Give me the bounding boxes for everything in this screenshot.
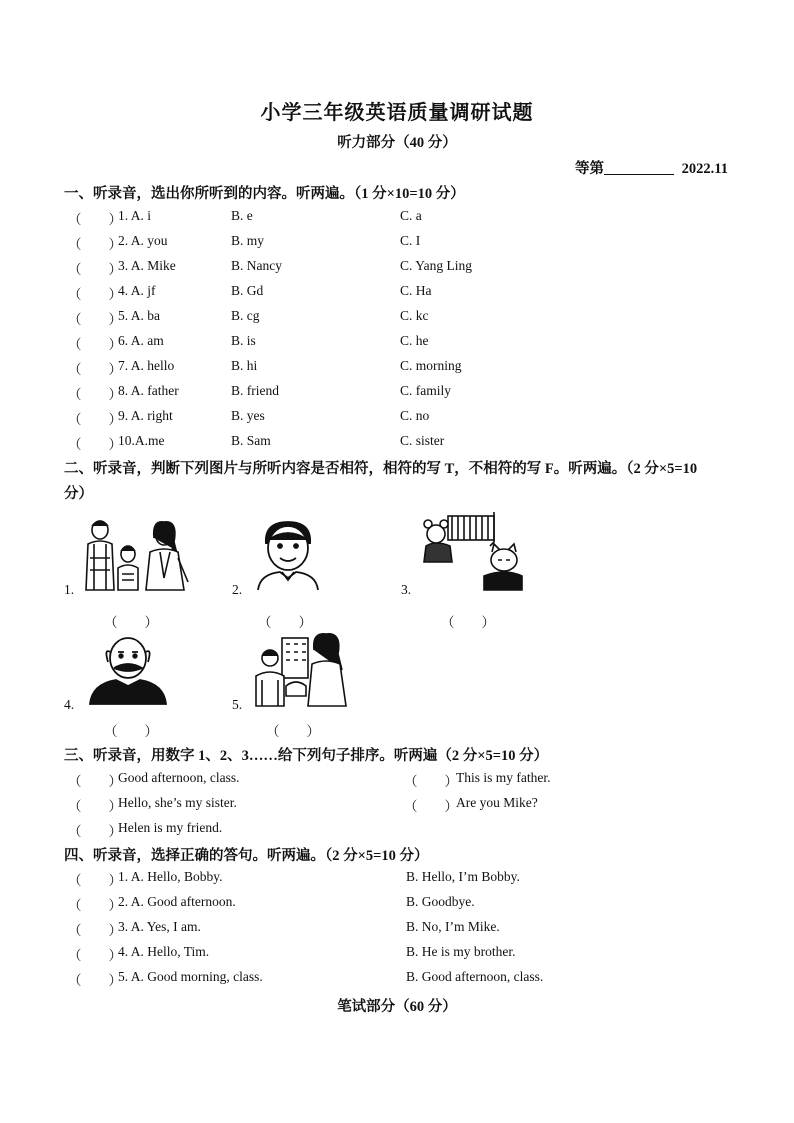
answer-paren[interactable]: （ ） [68,923,122,938]
written-part-heading: 笔试部分（60 分） [337,999,457,1015]
option-c: C. Ha [400,283,432,298]
option-a: 2. A. Good afternoon. [118,894,236,909]
grandfather-portrait-illustration [86,630,170,704]
section1-heading: 一、听录音，选出你所听到的内容。听两遍。（1 分×10=10 分） [64,186,465,202]
option-a: 4. A. Hello, Tim. [118,944,210,959]
animals-cartoon-illustration [420,512,524,592]
answer-paren[interactable]: （ ） [68,362,122,377]
option-a: 4. A. jf [118,283,156,298]
option-b: B. is [231,333,256,348]
listening-part-heading: 听力部分（40 分） [337,135,457,151]
two-people-city-illustration [254,630,350,706]
option-b: B. Good afternoon, class. [406,969,544,984]
sentence-text: Hello, she’s my sister. [118,795,237,810]
sentence-text: Good afternoon, class. [118,770,240,785]
section2-heading-line2: 分） [64,486,93,502]
answer-paren[interactable]: （ ） [68,387,122,402]
answer-paren[interactable]: （ ） [68,873,122,888]
sentence-text: Are you Mike? [456,795,538,810]
option-c: C. morning [400,358,462,373]
option-a: 7. A. hello [118,358,175,373]
sentence-text: This is my father. [456,770,551,785]
option-c: C. he [400,333,429,348]
picture-3-answer-paren[interactable]: （ ） [441,615,495,630]
option-b: B. yes [231,408,265,423]
picture-1-label: 1. [64,582,75,597]
option-b: B. friend [231,383,279,398]
answer-paren[interactable]: （ ） [68,437,122,452]
order-paren[interactable]: （ ） [68,824,122,839]
option-b: B. cg [231,308,260,323]
option-b: B. my [231,233,265,248]
answer-paren[interactable]: （ ） [68,262,122,277]
answer-paren[interactable]: （ ） [68,948,122,963]
answer-paren[interactable]: （ ） [68,412,122,427]
picture-5-answer-paren[interactable]: （ ） [266,724,320,739]
option-c: C. I [400,233,421,248]
option-b: B. Goodbye. [406,894,475,909]
option-b: B. He is my brother. [406,944,516,959]
picture-5-label: 5. [232,697,243,712]
option-c: C. sister [400,433,445,448]
order-paren[interactable]: （ ） [404,774,458,789]
option-c: C. kc [400,308,429,323]
option-b: B. Hello, I’m Bobby. [406,869,520,884]
option-b: B. Gd [231,283,264,298]
section3-heading: 三、听录音，用数字 1、2、3……给下列句子排序。听两遍（2 分×5=10 分） [64,748,549,764]
option-b: B. Nancy [231,258,282,273]
section3-row-1 [68,770,748,790]
grade-label: 等第 [575,161,605,177]
option-a: 1. A. Hello, Bobby. [118,869,223,884]
option-a: 3. A. Yes, I am. [118,919,201,934]
picture-1-answer-paren[interactable]: （ ） [104,615,158,630]
order-paren[interactable]: （ ） [68,799,122,814]
option-a: 6. A. am [118,333,164,348]
option-a: 10.A.me [118,433,165,448]
order-paren[interactable]: （ ） [68,774,122,789]
option-a: 9. A. right [118,408,173,423]
exam-date: 2022.11 [681,161,728,177]
option-c: C. no [400,408,430,423]
section4-heading: 四、听录音，选择正确的答句。听两遍。（2 分×5=10 分） [64,848,429,864]
boy-portrait-illustration [250,518,328,590]
option-b: B. Sam [231,433,271,448]
option-a: 1. A. i [118,208,152,223]
picture-3-label: 3. [401,582,412,597]
option-c: C. Yang Ling [400,258,473,273]
answer-paren[interactable]: （ ） [68,337,122,352]
picture-2-label: 2. [232,582,243,597]
answer-paren[interactable]: （ ） [68,973,122,988]
answer-paren[interactable]: （ ） [68,212,122,227]
option-a: 5. A. Good morning, class. [118,969,263,984]
section2-heading-line1: 二、听录音，判断下列图片与所听内容是否相符，相符的写 T，不相符的写 F。听两遍。（2 分×5=10 [64,461,698,477]
grade-date-line [575,157,728,178]
option-c: C. a [400,208,422,223]
section3-row-2 [68,795,748,815]
picture-2-answer-paren[interactable]: （ ） [258,615,312,630]
option-a: 3. A. Mike [118,258,176,273]
answer-paren[interactable]: （ ） [68,287,122,302]
option-b: B. hi [231,358,258,373]
option-b: B. e [231,208,253,223]
option-b: B. No, I’m Mike. [406,919,500,934]
order-paren[interactable]: （ ） [404,799,458,814]
picture-4-label: 4. [64,697,75,712]
option-a: 8. A. father [118,383,179,398]
option-c: C. family [400,383,451,398]
option-a: 5. A. ba [118,308,160,323]
picture-4-answer-paren[interactable]: （ ） [104,724,158,739]
family-group-illustration [82,518,198,592]
answer-paren[interactable]: （ ） [68,312,122,327]
grade-blank[interactable] [604,160,674,175]
page-title: 小学三年级英语质量调研试题 [260,102,534,124]
option-a: 2. A. you [118,233,168,248]
answer-paren[interactable]: （ ） [68,237,122,252]
answer-paren[interactable]: （ ） [68,898,122,913]
sentence-text: Helen is my friend. [118,820,223,835]
